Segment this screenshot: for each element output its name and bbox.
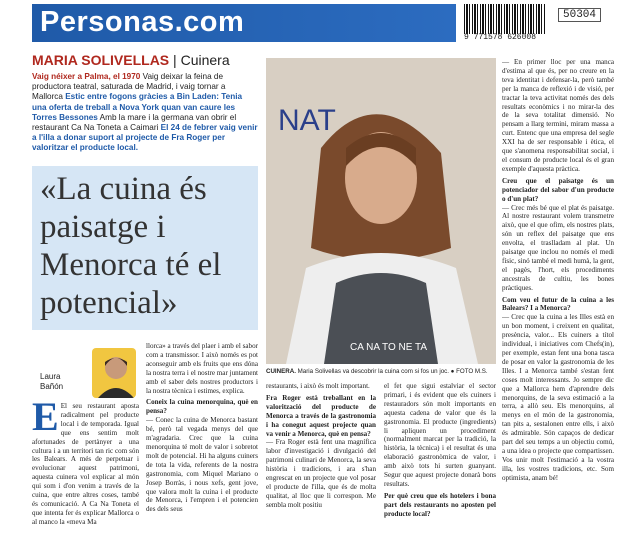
article-column-5 (502, 58, 614, 538)
byline (32, 52, 230, 68)
interviewee-name: MARIA SOLIVELLAS (32, 52, 170, 68)
drop-cap: E (32, 402, 59, 439)
barcode-icon (464, 4, 546, 34)
bio-summary (32, 72, 258, 154)
photo-caption (266, 368, 496, 376)
interview-question: Fra Roger està treballant en la valorització del producte de Menorca a través de la gastronomia i ha conegut aquest projecte quan va venir a Menorca, què en pensa? (266, 393, 376, 438)
headline-quote: «La cuina és paisatge i Menorca té el potencial» (40, 171, 222, 321)
bio-line: Estic entre fogons gràcies a Bin Laden: Tenia una oferta de treball a Nova York quan van caure les Torres Bessones (32, 92, 243, 122)
apron-text: CA NA TO NE TA (350, 342, 428, 353)
bio-line: Vaig néixer a Palma, el 1970 (32, 72, 141, 81)
column-text: el fet que sigui estalviar el sector primari, i és evident que els cuiners i restauradors són molt importants en aquesta cadena de valor que és la gastronomia. El producte (ingredients) li apliquen un procediment (normalment marcat per la tradició, la història, la tècnica) i el resultat és una elaboració gastronòmica de valor, i amb això tots hi surten guanyant. Segur que aquest projecte donarà bons resultats. (384, 382, 496, 488)
barcode-digits: 9 771578 626008 (464, 33, 537, 42)
interview-question: Per què creu que els hotelers i bona part dels restaurants no aposten pel producte local? (384, 491, 496, 518)
article-column-2 (146, 342, 258, 538)
column-text: — Crec que la cuina a les Illes està en un bon moment, i creixent en qualitat, presència, valor... Els cuiners a títol individual, i iniciatives com Chefs(in), per exemple, estan fent una bona tasca de posar en valor la gastronomia de les Illes. I a Menorca també s'estan fent coses molt interessants. Jo sempre dic que a Mallorca hem d'aprendre dels menorquins, de la seva estimació a la terra, a allò seu. Els menorquins, al menys en el món de la gastronomia, tan pits a, sestalonen entre ells, i això és admirable. Són capaços de dedicar part del seu temps a un objectiu comú, a una idea o projecte que compartissen. Vos unir molt l'estimació a la vostra illa, les vostres tradicions, etc. Som optimista, anam bé! (502, 313, 614, 482)
column-text: — En primer lloc per una manca d'estima al que és, per no creure en la teva identitat i defensar-la, però també per la manca de reflexió i de visió, per tractar la teva activitat només des dels resultats econòmics i no mirar-la des de la seva totalitat dimensió. No pensam a llarg termini, miram massa a curt. Entenc que una empresa del segle XXI ha de ser responsable i ètica, el que s'anomena responsabilitat social, i el consum de producte local és el gran exemple d'aquesta pràctica. (502, 58, 614, 173)
interview-question: Creu que el paisatge és un potenciador del sabor d'un producte o d'un plat? (502, 176, 614, 203)
author-name (40, 372, 63, 392)
author-avatar (92, 348, 136, 398)
portrait-photo (266, 58, 496, 364)
bio-line: Vaig deixar la feina de productora teatral, saturada de Madrid, i vaig tornar a Mallorca (32, 72, 226, 102)
author-portrait-icon (92, 348, 136, 398)
caption-label: CUINERA. (266, 368, 296, 375)
bio-line: Amb la mare i la germana van obrir el restaurant Ca Na Toneta a Caimari (32, 112, 237, 133)
wall-text: NAT (278, 104, 336, 137)
interviewee-role: Cuinera (180, 52, 230, 68)
column-text: — Crec més bé que el plat és paisatge. Al nostre restaurant volem transmetre això, que el que ofim, els nostres plats, són un reflex del paisatge que ens envolta, el traslladam al plat. Un paisatge que inclou no només el medi físic, sinó també el medi humà, la gent, el pagès, l'hort, els procediments ancestrals de cultiu, les bones pràctiques. (502, 203, 614, 292)
issue-number: 50304 (558, 8, 601, 22)
interview-question: Coneix la cuina menorquina, què en pensa? (146, 398, 258, 416)
column-text: El seu restaurant aposta radicalment pel producte local i de temporada. Igual que ens sentim molt afortunades de pertànyer a una cultura i a un territori tan ric com són les Balears. A més de perpetuar i evolucionar aquest patrimoni, aquesta cuinera vol explicar al món qui som i d'on venim a través de la cuina, que entre altres coses, també és comunicació. A Ca Na Toneta el que intenta fer és explicar Mallorca o al manco la «meva Ma (32, 402, 139, 526)
author-last-name: Bañón (40, 382, 64, 391)
column-text: — Conec la cuina de Menorca bastant bé, però tal vegada menys del que m'agradaria. Crec que la cuina menorquina té molt de valor i sobretot molt de potencial. Hi ha alguns cuiners de tota la vida, referents de la nostra gastronomia, com Miquel Mariano o Josep Borràs, i nous xefs, gent jove, que valora molt la cuina i el producte de Menorca, i l'empren i el potencien des dels seus (146, 416, 258, 514)
section-logo: Personas.com (40, 6, 245, 38)
caption-text: Maria Solivellas va descobrir la cuina com si fos un joc. ● FOTO M.S. (295, 368, 488, 375)
article-column-4 (384, 382, 496, 538)
article-column-3 (266, 382, 376, 538)
article-column-1 (32, 402, 139, 538)
column-text: llorca» a través del plaer i amb el sabor com a transmissor. I això només es pot aconseguir amb els fruits que ens dóna la nostra terra i el nostre mar juntament amb el saber dels nostres productors i la nostra tècnica i estimes, explica. (146, 342, 258, 395)
author-first-name: Laura (40, 372, 61, 381)
interview-question: Com veu el futur de la cuina a les Balears? I a Menorca? (502, 295, 614, 313)
byline-separator: | (169, 52, 181, 68)
column-text: — Fra Roger està fent una magnífica labor d'investigació i divulgació del patrimoni culinari de Menorca, la seva història i tradicions, i ara s'han engrescat en un projecte que vol posar el producte de l'illa, que és de molta qualitat, al lloc que li correspon. Me sembla molt positiu (266, 438, 376, 509)
column-text: restaurants, i això és molt important. (266, 382, 370, 390)
portrait-image (266, 58, 496, 364)
bio-line: El 24 de febrer vaig venir a l'illa a donar suport al projecte de Fra Roger per valoritzar el producte local. (32, 123, 258, 153)
